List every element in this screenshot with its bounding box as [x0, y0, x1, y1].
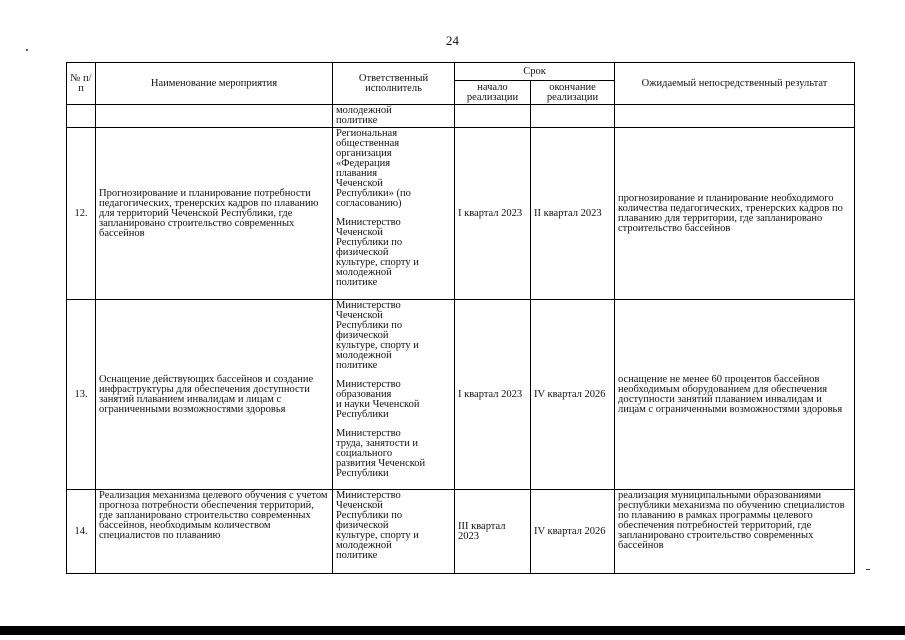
responsible-line: политике — [336, 360, 378, 371]
responsible-line: согласованию) — [336, 198, 402, 209]
responsible-line: и науки Чеченской — [336, 399, 420, 410]
table-row — [67, 128, 855, 300]
responsible-line: Региональная — [336, 128, 398, 139]
table-body — [67, 105, 855, 574]
responsible-line: Чеченской — [336, 178, 383, 189]
responsible-line: политике — [336, 277, 378, 288]
header-start: начало реализации — [455, 81, 531, 105]
responsible-line: физической — [336, 520, 389, 531]
cell-result — [615, 105, 855, 128]
responsible-line: Чеченской — [336, 500, 383, 511]
responsible-line: Чеченской — [336, 227, 383, 238]
responsible-line: общественная — [336, 138, 400, 149]
header-end: окончание реализации — [531, 81, 615, 105]
scan-speck — [26, 49, 28, 51]
cell-end — [531, 105, 615, 128]
cell-name: Реализация механизма целевого обучения с учетом прогноза потребности обеспечения территорий, где запланировано строительство современных бассейнов, необходимым количеством специалистов по плаванию — [96, 490, 333, 574]
cell-responsible — [333, 128, 455, 300]
responsible-line: Министерство — [336, 428, 401, 439]
table-row-continuation — [67, 105, 855, 128]
cell-result: прогнозирование и планирование необходимого количества педагогических, тренерских кадров по плаванию для территории, где запланировано строительство бассейнов — [615, 128, 855, 300]
cell-responsible — [333, 105, 455, 128]
responsible-line: развития Чеченской — [336, 458, 426, 469]
responsible-line: культуре, спорту и — [336, 530, 419, 541]
page-number: 24 — [446, 33, 459, 48]
cell-name: Оснащение действующих бассейнов и создание инфраструктуры для обеспечения доступности занятий плаванием инвалидам и лицам с ограниченными возможностями здоровья — [96, 300, 333, 490]
header-term: Срок — [455, 63, 615, 81]
responsible-line: Чеченской — [336, 310, 383, 321]
scan-bottom-border — [0, 626, 905, 635]
responsible-line: «Федерация — [336, 158, 391, 169]
cell-num: 13. — [67, 300, 96, 490]
table-row — [67, 300, 855, 490]
responsible-line: молодежной — [336, 540, 392, 551]
responsible-line: образования — [336, 389, 392, 400]
header-num: № п/п — [67, 63, 96, 105]
cell-result: оснащение не менее 60 процентов бассейнов необходимым оборудованием для обеспечения доступности занятий плаванием инвалидам и лицам с ограниченными возможностями здоровья — [615, 300, 855, 490]
header-result: Ожидаемый непосредственный результат — [615, 63, 855, 105]
responsible-line: социального — [336, 448, 393, 459]
cell-end: IV квартал 2026 — [531, 300, 615, 490]
header-name: Наименование мероприятия — [96, 63, 333, 105]
responsible-line: культуре, спорту и — [336, 257, 419, 268]
table-row — [67, 490, 855, 574]
cell-start: I квартал 2023 — [455, 128, 531, 300]
responsible-line: труда, занятости и — [336, 438, 419, 449]
responsible-line: культуре, спорту и — [336, 340, 419, 351]
cell-name — [96, 105, 333, 128]
measures-table — [66, 62, 855, 574]
responsible-line: плавания — [336, 168, 378, 179]
responsible-line: молодежной — [336, 267, 392, 278]
cell-num: 12. — [67, 128, 96, 300]
responsible-line: Республики по — [336, 237, 403, 248]
cell-responsible — [333, 300, 455, 490]
responsible-line: политике — [336, 550, 378, 561]
header-responsible: Ответственный исполнитель — [333, 63, 455, 105]
cell-start: I квартал 2023 — [455, 300, 531, 490]
cell-name: Прогнозирование и планирование потребности педагогических, тренерских кадров по плаванию для территорий Чеченской Республики, где запланировано строительство современных бассейнов — [96, 128, 333, 300]
responsible-line: Республики по — [336, 510, 403, 521]
responsible-line: Министерство — [336, 217, 401, 228]
cell-start: III квартал 2023 — [455, 490, 531, 574]
responsible-line: Республики — [336, 468, 389, 479]
cell-end: II квартал 2023 — [531, 128, 615, 300]
responsible-line: физической — [336, 247, 389, 258]
cell-end: IV квартал 2026 — [531, 490, 615, 574]
responsible-line: организация — [336, 148, 392, 159]
responsible-line: Министерство — [336, 490, 401, 501]
text-line: молодежной — [336, 105, 392, 116]
cell-start — [455, 105, 531, 128]
responsible-line: Республики по — [336, 320, 403, 331]
responsible-line: молодежной — [336, 350, 392, 361]
text-line: политике — [336, 115, 378, 126]
responsible-line: Министерство — [336, 300, 401, 311]
responsible-line: Республики — [336, 409, 389, 420]
cell-result: реализация муниципальными образованиями республики механизма по обучению специалистов по плаванию в рамках программы целевого обеспечения потребностей территорий, где запланировано строительство современных бассейнов — [615, 490, 855, 574]
cell-num: 14. — [67, 490, 96, 574]
scan-speck — [866, 569, 870, 570]
responsible-line: Республики» (по — [336, 188, 411, 199]
responsible-line: физической — [336, 330, 389, 341]
cell-num — [67, 105, 96, 128]
cell-responsible — [333, 490, 455, 574]
responsible-line: Министерство — [336, 379, 401, 390]
